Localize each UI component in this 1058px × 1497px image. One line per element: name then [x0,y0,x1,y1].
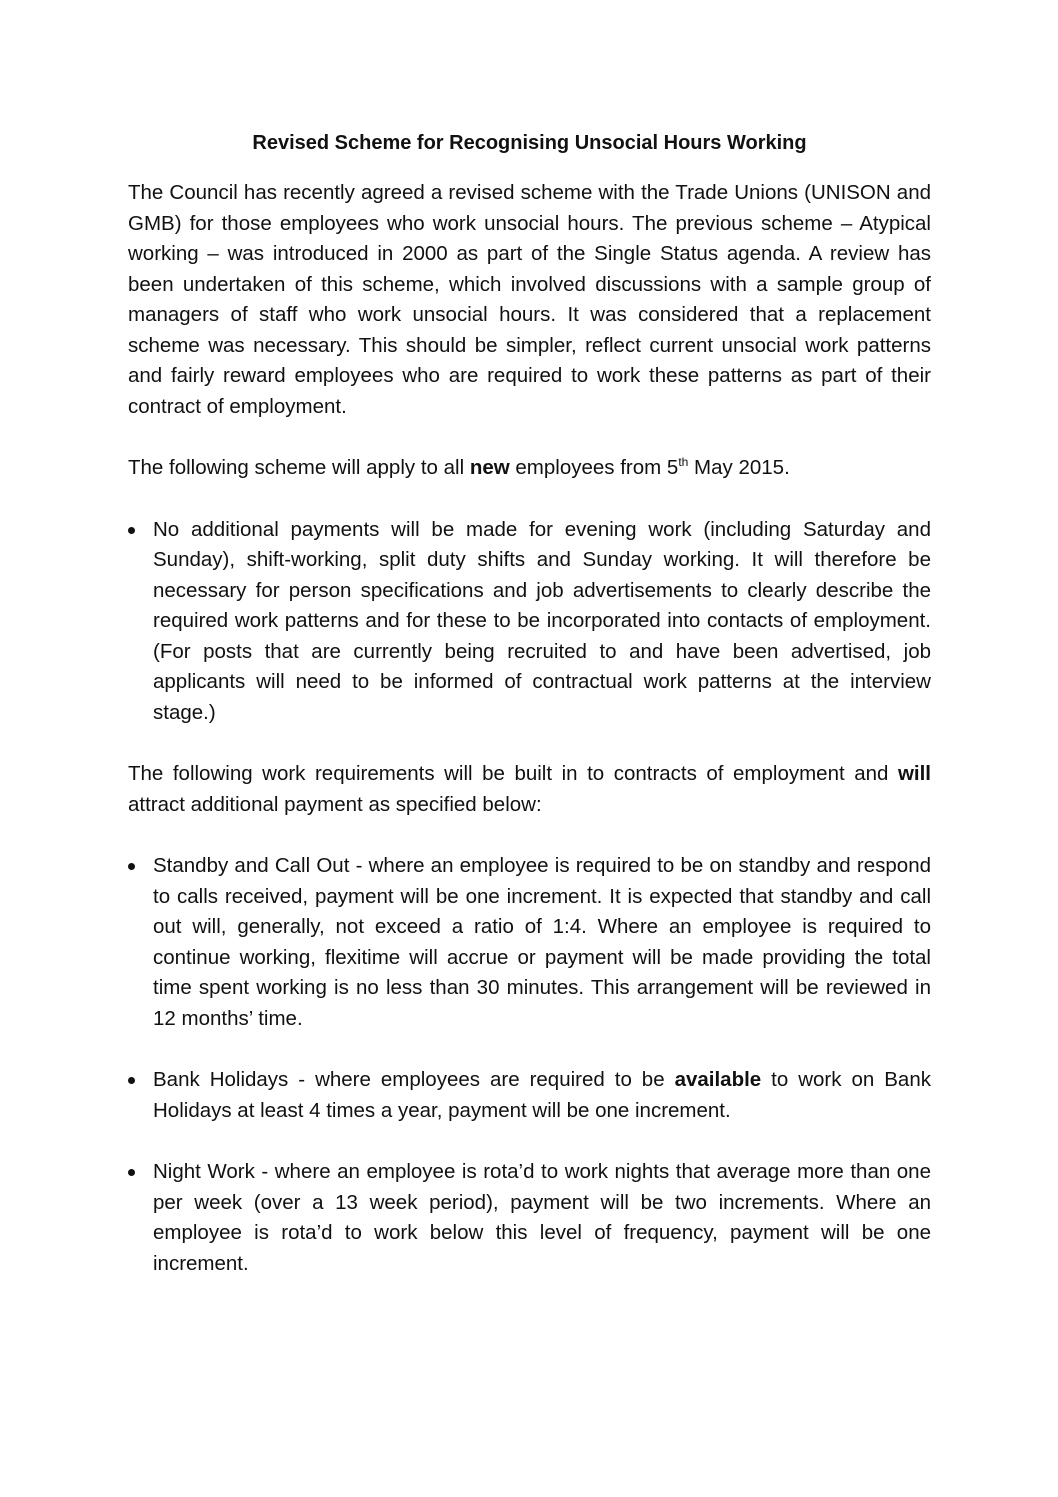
list-item-night-work [128,1157,931,1279]
list-item-text-end: to work on Bank Holidays at least 4 times a year, payment will be one increment. [153,1068,931,1122]
apply-bold-new: new [469,456,510,479]
document-body [128,128,931,1310]
no-payment-list [128,515,931,729]
payment-list [128,851,931,1279]
apply-text-end: May 2015. [688,456,790,479]
apply-paragraph [128,453,931,484]
list-item-standby [128,851,931,1034]
apply-superscript: th [678,455,689,470]
intro-paragraph: The Council has recently agreed a revised scheme with the Trade Unions (UNISON and GMB) for those employees who work unsocial hours. The previous scheme – Atypical working – was introduced in 2000 as part of the Single Status agenda. A review has been undertaken of this scheme, which involved discussions with a sample group of managers of staff who work unsocial hours. It was considered that a replacement scheme was necessary. This should be simpler, reflect current unsocial work patterns and fairly reward employees who are required to work these patterns as part of their contract of employment. [128,181,931,418]
list-item-text-start: Bank Holidays - where employees are required to be [153,1068,675,1091]
apply-text-start: The following scheme will apply to all [128,456,470,479]
following-paragraph [128,759,931,820]
list-item-bank-holidays [128,1065,931,1126]
list-item-text: No additional payments will be made for evening work (including Saturday and Sunday), shift-working, split duty shifts and Sunday working. It will therefore be necessary for person specifications and job advertisements to clearly describe the required work patterns and for these to be incorporated into contacts of employment. (For posts that are currently being recruited to and have been advertised, job applicants will need to be informed of contractual work patterns at the interview stage.) [153,517,931,724]
list-item-text: Standby and Call Out - where an employee is required to be on standby and respond to calls received, payment will be one increment. It is expected that standby and call out will, generally, not exceed a ratio of 1:4. Where an employee is required to continue working, flexitime will accrue or payment will be made providing the total time spent working is no less than 30 minutes. This arrangement will be reviewed in 12 months’ time. [153,854,931,1030]
list-item-text: Night Work - where an employee is rota’d to work nights that average more than one per week (over a 13 week period), payment will be two increments. Where an employee is rota’d to work below this level of frequency, payment will be one increment. [153,1160,931,1275]
following-bold-will: will [897,762,931,785]
following-text-end: attract additional payment as specified below: [128,792,542,816]
bullet-icon [128,1169,135,1176]
following-text-start: The following work requirements will be built in to contracts of employment and [128,762,898,785]
bullet-icon [128,527,135,534]
list-item-no-payment [128,515,931,729]
bullet-icon [128,1077,135,1084]
apply-text-middle: employees from 5 [509,456,679,479]
document-title: Revised Scheme for Recognising Unsocial Hours Working [252,132,807,154]
bullet-icon [128,863,135,870]
list-item-bold-available: available [674,1068,762,1091]
